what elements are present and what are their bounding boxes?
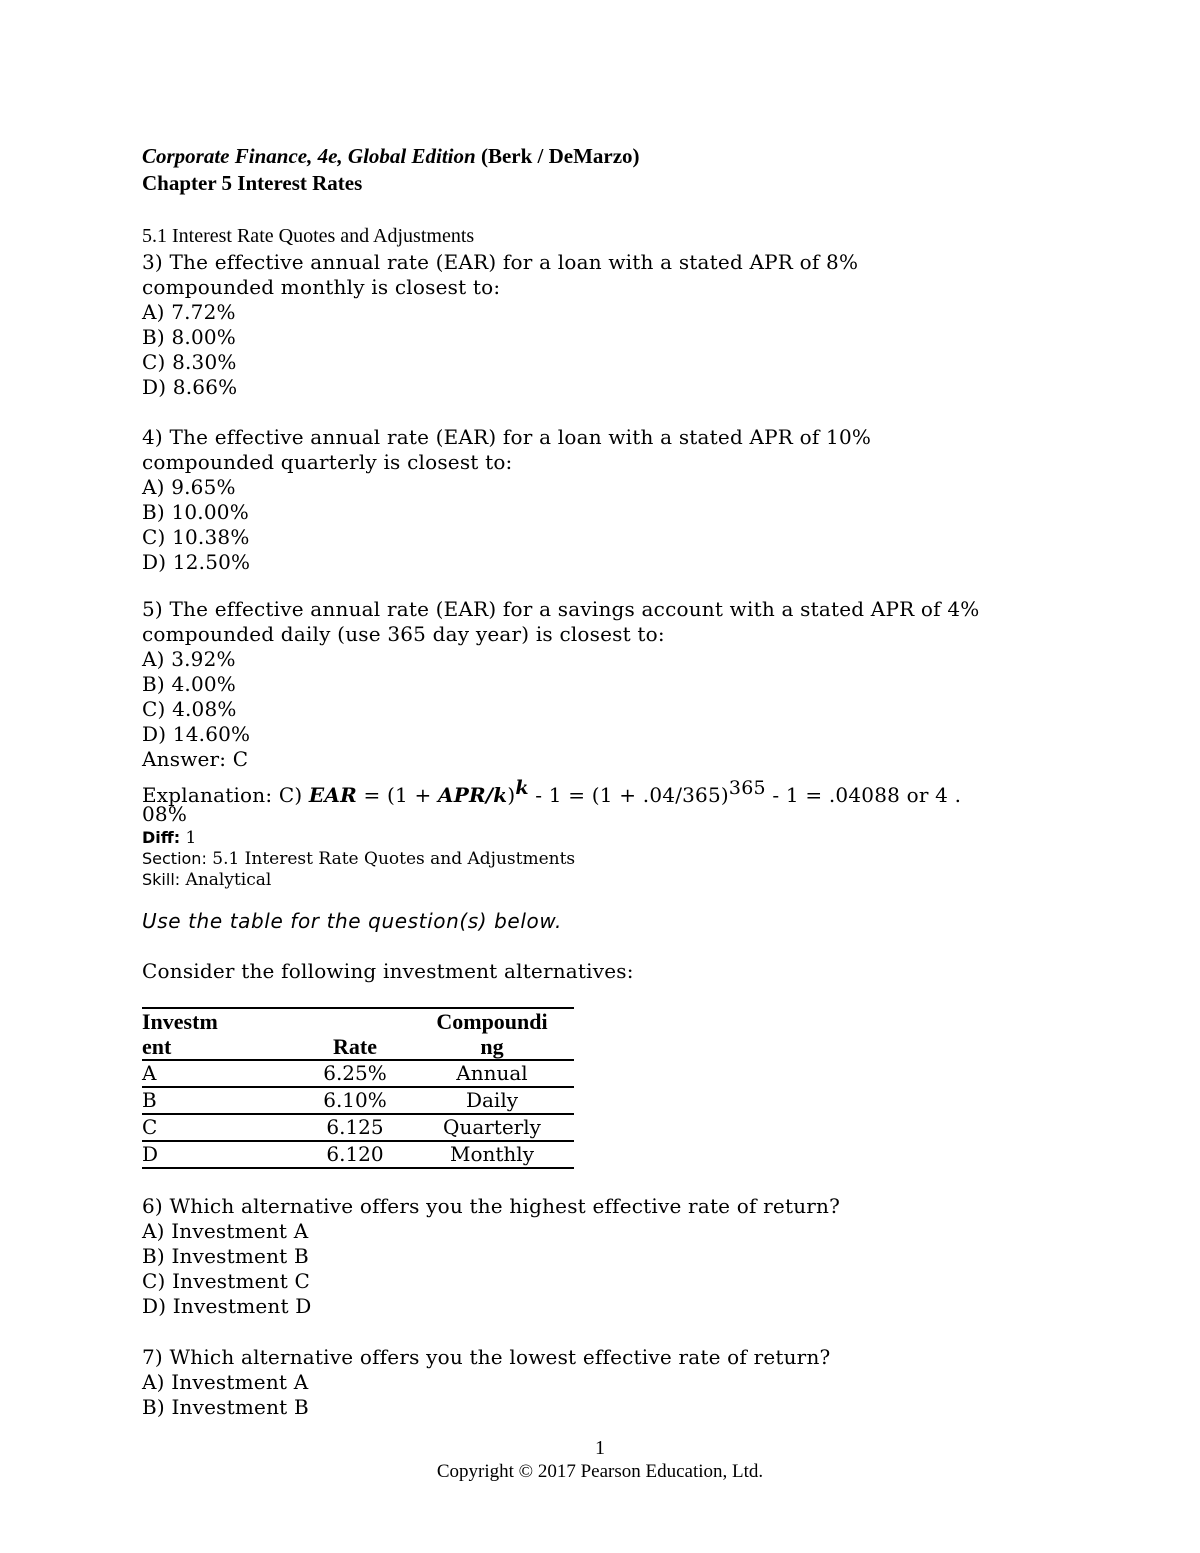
question-4-option-b: B) 10.00% bbox=[142, 500, 249, 524]
table-cell-rate: 6.120 bbox=[326, 1142, 384, 1166]
table-row bbox=[142, 1141, 574, 1168]
table-cell-compounding: Annual bbox=[456, 1061, 528, 1085]
question-5-option-b: B) 4.00% bbox=[142, 672, 236, 696]
question-3-option-a: A) 7.72% bbox=[142, 300, 236, 324]
book-title: Corporate Finance, 4e, Global Edition bbox=[142, 144, 476, 168]
explanation-prefix: Explanation: C) bbox=[142, 783, 309, 807]
question-3-option-c: C) 8.30% bbox=[142, 350, 237, 374]
section-heading: 5.1 Interest Rate Quotes and Adjustments bbox=[142, 225, 475, 247]
explanation-part4: - 1 = .04088 or 4 . bbox=[765, 783, 962, 807]
section-value: 5.1 Interest Rate Quotes and Adjustments bbox=[206, 849, 576, 869]
question-7-option-a: A) Investment A bbox=[142, 1370, 309, 1394]
question-3-option-d: D) 8.66% bbox=[142, 375, 238, 399]
question-3-option-b: B) 8.00% bbox=[142, 325, 236, 349]
copyright-notice: Copyright © 2017 Pearson Education, Ltd. bbox=[436, 1461, 764, 1482]
book-title-line bbox=[142, 144, 640, 169]
header-investment: Investm ent bbox=[142, 1009, 218, 1059]
question-5-option-a: A) 3.92% bbox=[142, 647, 236, 671]
explanation-part1: = (1 + bbox=[356, 783, 438, 807]
table-cell-rate: 6.25% bbox=[323, 1061, 387, 1085]
book-authors: (Berk / DeMarzo) bbox=[480, 144, 640, 168]
question-5-text: 5) The effective annual rate (EAR) for a savings account with a stated APR of 4% bbox=[142, 597, 980, 621]
table-cell-compounding: Monthly bbox=[449, 1142, 534, 1166]
table-cell-investment: B bbox=[142, 1088, 157, 1112]
explanation-exponent-365: 365 bbox=[728, 777, 766, 799]
question-6-option-c: C) Investment C bbox=[142, 1269, 311, 1293]
question-5-section bbox=[142, 848, 575, 870]
table-row bbox=[142, 1087, 574, 1114]
skill-label: Skill: bbox=[142, 870, 181, 889]
header-rate: Rate bbox=[333, 1034, 377, 1059]
diff-label: Diff: bbox=[142, 828, 181, 847]
page-number: 1 bbox=[595, 1437, 605, 1459]
question-5-answer: Answer: C bbox=[142, 747, 249, 771]
table-row bbox=[142, 1060, 574, 1087]
question-4-text: 4) The effective annual rate (EAR) for a loan with a stated APR of 10% bbox=[142, 425, 872, 449]
explanation-exponent-k: k bbox=[515, 777, 529, 799]
table-cell-rate: 6.125 bbox=[326, 1115, 384, 1139]
question-5-option-d: D) 14.60% bbox=[142, 722, 251, 746]
question-4-option-c: C) 10.38% bbox=[142, 525, 250, 549]
investment-table bbox=[142, 1007, 574, 1169]
question-5-text-cont: compounded daily (use 365 day year) is closest to: bbox=[142, 622, 665, 646]
table-cell-compounding: Quarterly bbox=[443, 1115, 541, 1139]
section-label: Section: bbox=[142, 849, 207, 868]
question-6-option-a: A) Investment A bbox=[142, 1219, 309, 1243]
table-row bbox=[142, 1114, 574, 1141]
table-header-row bbox=[142, 1008, 574, 1060]
table-cell-investment: A bbox=[142, 1061, 157, 1085]
table-instruction: Use the table for the question(s) below. bbox=[142, 909, 562, 933]
table-cell-investment: D bbox=[142, 1142, 159, 1166]
question-4-text-cont: compounded quarterly is closest to: bbox=[142, 450, 513, 474]
question-6-option-b: B) Investment B bbox=[142, 1244, 309, 1268]
question-7-option-b: B) Investment B bbox=[142, 1395, 309, 1419]
question-7-text: 7) Which alternative offers you the lowest effective rate of return? bbox=[142, 1345, 831, 1369]
question-5-explanation bbox=[142, 776, 961, 808]
explanation-ear: EAR bbox=[308, 783, 357, 807]
table-cell-compounding: Daily bbox=[465, 1088, 519, 1112]
question-4-option-d: D) 12.50% bbox=[142, 550, 251, 574]
question-4-option-a: A) 9.65% bbox=[142, 475, 236, 499]
table-lead-text: Consider the following investment alternatives: bbox=[142, 959, 634, 983]
explanation-part3: - 1 = (1 + .04/365) bbox=[528, 783, 729, 807]
header-compounding: Compoundi ng bbox=[436, 1009, 548, 1059]
question-5-option-c: C) 4.08% bbox=[142, 697, 237, 721]
table-cell-rate: 6.10% bbox=[323, 1088, 387, 1112]
skill-value: Analytical bbox=[180, 870, 272, 890]
diff-value: 1 bbox=[180, 828, 197, 848]
table-cell-investment: C bbox=[142, 1115, 158, 1139]
explanation-part2: ) bbox=[507, 783, 516, 807]
question-5-skill bbox=[142, 869, 271, 891]
question-5-explanation-cont: 08% bbox=[142, 802, 188, 826]
question-5-diff bbox=[142, 827, 196, 849]
explanation-apr-k: APR/k bbox=[437, 783, 508, 807]
chapter-heading: Chapter 5 Interest Rates bbox=[142, 171, 363, 195]
question-3-text-cont: compounded monthly is closest to: bbox=[142, 275, 501, 299]
question-3-text: 3) The effective annual rate (EAR) for a loan with a stated APR of 8% bbox=[142, 250, 859, 274]
question-6-text: 6) Which alternative offers you the highest effective rate of return? bbox=[142, 1194, 841, 1218]
question-6-option-d: D) Investment D bbox=[142, 1294, 312, 1318]
